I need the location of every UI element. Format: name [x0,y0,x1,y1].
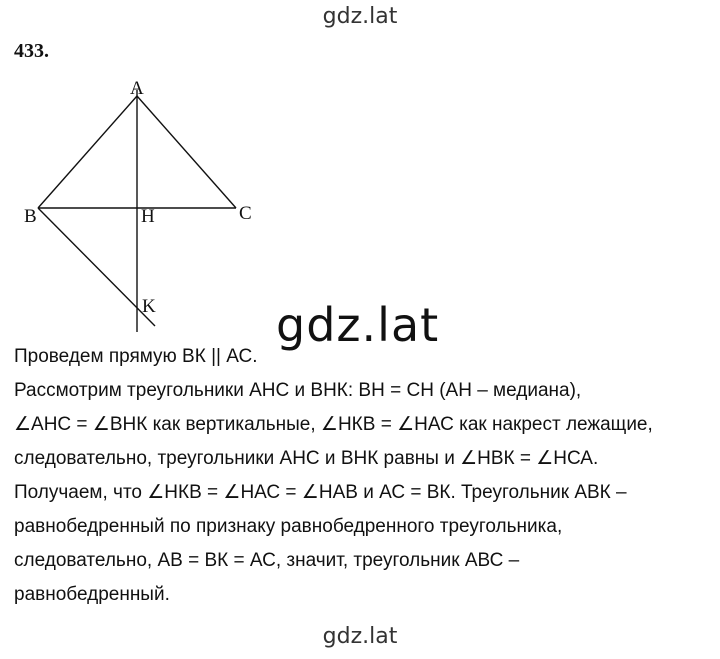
label-h: H [141,206,155,227]
solution-line: следовательно, треугольники АНС и ВНК равны и ∠НВК = ∠НСА. [14,448,599,469]
solution-line: следовательно, АВ = ВК = АС, значит, треугольник АВС – [14,550,520,571]
solution-line: Получаем, что ∠НКВ = ∠НАС = ∠НАВ и АС = ВК. Треугольник АВК – [14,482,627,503]
watermark-middle: gdz.lat [276,298,440,352]
segment-ac [137,96,236,208]
solution-line: равнобедренный. [14,584,170,605]
solution-line: Рассмотрим треугольники АНС и ВНК: ВН = СН (АН – медиана), [14,380,582,401]
segment-ab [38,96,137,208]
label-b: B [24,206,37,227]
solution-line: ∠АНС = ∠ВНК как вертикальные, ∠НКВ = ∠НАС как накрест лежащие, [14,414,653,435]
watermark-bottom: gdz.lat [322,624,398,649]
watermark-top: gdz.lat [322,4,398,29]
label-a: A [130,78,144,99]
solution-text [14,340,714,612]
geometry-figure [0,70,300,340]
label-k: K [142,296,156,317]
label-c: C [239,203,252,224]
problem-number: 433. [14,40,49,62]
solution-line: Проведем прямую ВК || АС. [14,346,258,367]
solution-line: равнобедренный по признаку равнобедренного треугольника, [14,516,563,537]
